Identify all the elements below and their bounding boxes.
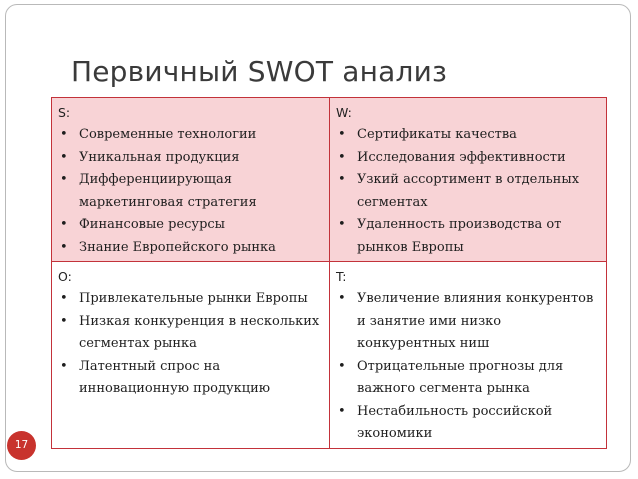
bullet-dot-icon: •	[60, 358, 68, 374]
list-item	[336, 214, 600, 259]
bullet-dot-icon: •	[338, 217, 346, 232]
list-item	[336, 401, 600, 446]
list-item-text: Латентный спрос на инновационную продукцию	[79, 358, 271, 396]
list-item-text: Привлекательные рынки Европы	[79, 291, 308, 306]
threats-cell	[330, 262, 606, 448]
weaknesses-cell	[330, 98, 606, 262]
list-item-text: Современные технологии	[79, 127, 257, 142]
strengths-list	[58, 124, 323, 259]
list-item	[58, 237, 323, 260]
list-item	[58, 214, 323, 237]
list-item-text: Финансовые ресурсы	[79, 217, 226, 232]
list-item-text: Дифференциирующая маркетинговая стратегия	[79, 172, 257, 210]
strengths-label: S:	[58, 105, 71, 120]
list-item	[58, 356, 323, 401]
bullet-dot-icon: •	[338, 403, 346, 419]
bullet-dot-icon: •	[60, 313, 68, 329]
list-item	[58, 147, 323, 170]
list-item-text: Сертификаты качества	[357, 127, 517, 142]
bullet-dot-icon: •	[60, 149, 68, 165]
list-item-text: Нестабильность российской экономики	[357, 403, 553, 441]
list-item-text: Исследования эффективности	[357, 149, 566, 165]
bullet-dot-icon: •	[60, 172, 68, 187]
bullet-dot-icon: •	[338, 172, 346, 187]
bullet-dot-icon: •	[338, 291, 346, 306]
list-item	[336, 124, 600, 147]
bullet-dot-icon: •	[338, 127, 346, 142]
list-item-text: Низкая конкуренция в нескольких сегментах рынка	[79, 313, 320, 351]
bullet-dot-icon: •	[60, 127, 68, 142]
list-item-text: Увеличение влияния конкурентов и занятие ими низко конкурентных ниш	[357, 291, 594, 351]
list-item	[336, 169, 600, 214]
list-item	[336, 147, 600, 170]
list-item-text: Узкий ассортимент в отдельных сегментах	[357, 172, 580, 210]
list-item-text: Удаленность производства от рынков Европы	[357, 217, 562, 255]
threats-label: T:	[336, 269, 347, 284]
list-item	[58, 124, 323, 147]
bullet-dot-icon: •	[60, 217, 68, 232]
list-item	[58, 311, 323, 356]
list-item-text: Уникальная продукция	[79, 149, 240, 165]
opportunities-cell	[52, 262, 330, 448]
weaknesses-label: W:	[336, 105, 352, 120]
bullet-dot-icon: •	[60, 239, 68, 255]
list-item-text: Знание Европейского рынка	[79, 239, 276, 255]
list-item	[58, 288, 323, 311]
list-item	[336, 288, 600, 356]
slide-title: Первичный SWOT анализ	[71, 55, 448, 88]
bullet-dot-icon: •	[60, 291, 68, 306]
bullet-dot-icon: •	[338, 358, 346, 374]
list-item	[58, 169, 323, 214]
bullet-dot-icon: •	[338, 149, 346, 165]
opportunities-list	[58, 288, 323, 401]
weaknesses-list	[336, 124, 600, 259]
list-item	[336, 356, 600, 401]
list-item-text: Отрицательные прогнозы для важного сегмента рынка	[357, 358, 564, 396]
swot-table	[51, 97, 607, 449]
page-number-badge: 17	[7, 431, 36, 460]
opportunities-label: O:	[58, 269, 72, 284]
threats-list	[336, 288, 600, 446]
strengths-cell	[52, 98, 330, 262]
